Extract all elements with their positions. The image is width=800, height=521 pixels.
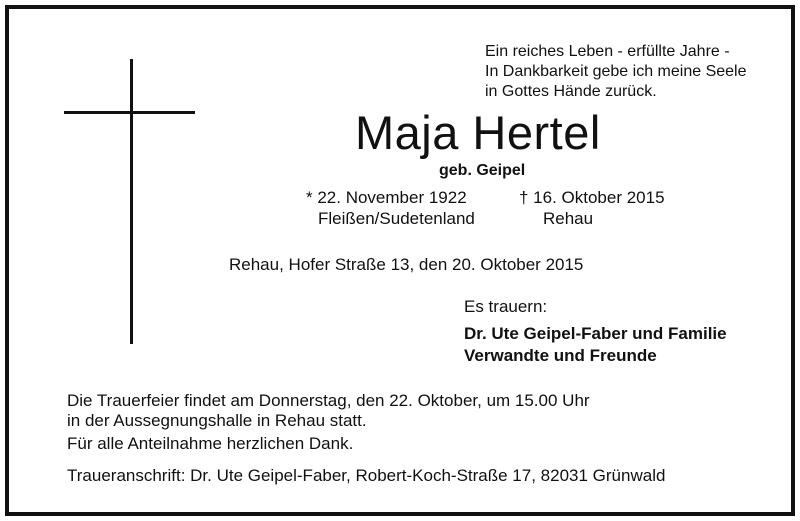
poem-line: in Gottes Hände zurück.: [485, 83, 657, 100]
maiden-name: geb. Geipel: [439, 162, 526, 179]
death-place: Rehau: [543, 209, 594, 228]
cross-icon-vertical-bar: [130, 59, 133, 344]
thanks-note: Für alle Anteilnahme herzlichen Dank.: [67, 434, 354, 453]
mourner-line: Dr. Ute Geipel-Faber und Familie: [464, 324, 727, 343]
birth-date: * 22. November 1922: [306, 188, 467, 207]
birth-place: Fleißen/Sudetenland: [318, 209, 475, 228]
obituary-notice: [5, 5, 795, 516]
service-info: [67, 391, 590, 431]
memorial-poem: [485, 42, 747, 102]
mourners-intro: Es trauern:: [464, 297, 548, 316]
deceased-name: Maja Hertel: [355, 106, 601, 159]
mourner-line: Verwandte und Freunde: [464, 346, 657, 365]
poem-line: Ein reiches Leben - erfüllte Jahre -: [485, 43, 730, 60]
service-line: Die Trauerfeier findet am Donnerstag, den 22. Oktober, um 15.00 Uhr: [67, 391, 590, 410]
death-date: † 16. Oktober 2015: [519, 188, 665, 207]
place-and-date: Rehau, Hofer Straße 13, den 20. Oktober 2015: [229, 255, 584, 274]
mourning-address: Traueranschrift: Dr. Ute Geipel-Faber, Robert-Koch-Straße 17, 82031 Grünwald: [67, 466, 666, 485]
mourners-list: [464, 323, 727, 367]
poem-line: In Dankbarkeit gebe ich meine Seele: [485, 63, 747, 80]
service-line: in der Aussegnungshalle in Rehau statt.: [67, 411, 367, 430]
cross-icon-horizontal-bar: [64, 111, 195, 114]
